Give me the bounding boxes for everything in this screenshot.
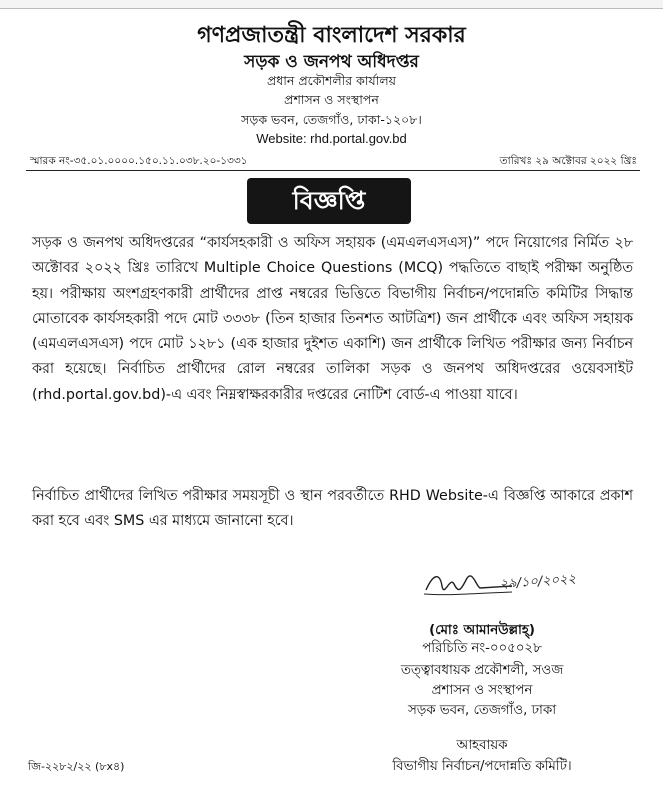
notice-title-banner: বিজ্ঞপ্তি [247, 178, 411, 224]
signatory-role: আহবায়ক [456, 738, 508, 753]
signature-date: ২৯/১০/২০২২ [499, 571, 577, 592]
signatory-id: পরিচিতি নং-০০৫০২৮ [422, 641, 542, 656]
committee-name: বিভাগীয় নির্বাচন/পদোন্নতি কমিটি। [392, 759, 572, 774]
office-line: প্রধান প্রকৌশলীর কার্যালয় [266, 73, 397, 88]
signatory-designation: তত্ত্বাবধায়ক প্রকৌশলী, সওজ [400, 663, 564, 678]
address-line: সড়ক ভবন, তেজগাঁও, ঢাকা-১২০৮। [241, 112, 422, 127]
divider [26, 170, 640, 171]
website-line: Website: rhd.portal.gov.bd [256, 131, 407, 146]
signatory-name: (মোঃ আমানউল্লাহ্) [429, 623, 535, 638]
handwritten-signature [420, 566, 585, 608]
signatory-section: প্রশাসন ও সংস্থাপন [431, 683, 533, 698]
memo-number: স্মারক নং-৩৫.০১.০০০০.১৫০.১১.০৩৮.২০-১৩৩১ [30, 155, 248, 167]
body-paragraph-1: সড়ক ও জনপথ অধিদপ্তরের “কার্যসহকারী ও অফিস সহায়ক (এমএলএসএস)” পদে নিয়োগের নির্মিত ২৮ অক্টোবর ২০২২ খ্রিঃ তারিখে Multiple Choice Questions (MCQ) পদ্ধতিতে বাছাই পরীক্ষা অনুষ্ঠিত হয়। পরীক্ষায় অংশগ্রহণকারী প্রার্থীদের প্রাপ্ত নম্বরের ভিত্তিতে বিভাগীয় নির্বাচন/পদোন্নতি কমিটির সিদ্ধান্ত মোতাবেক কার্যসহকারী পদে মোট ৩৩৩৮ (তিন হাজার তিনশত আটত্রিশ) জন প্রার্থীকে এবং অফিস সহায়ক (এমএলএসএস) পদে মোট ১২৮১ (এক হাজার দুইশত একাশি) জন প্রার্থীকে লিখিত পরীক্ষার জন্য নির্বাচন করা হয়েছে। নির্বাচিত প্রার্থীদের রোল নম্বরের তালিকা সড়ক ও জনপথ অধিদপ্তরের ওয়েবসাইট (rhd.portal.gov.bd)-এ এবং নিম্নস্বাক্ষরকারীর দপ্তরের নোটিশ বোর্ড-এ পাওয়া যাবে। [32, 235, 633, 403]
notice-date: তারিখঃ ২৯ অক্টোবর ২০২২ খ্রিঃ [499, 155, 637, 167]
department-title: সড়ক ও জনপথ অধিদপ্তর [244, 52, 419, 72]
footer-code: জি-২২৮২/২২ (৮x৪) [28, 760, 125, 773]
top-crop-strip [0, 0, 663, 9]
body-paragraph-2: নির্বাচিত প্রার্থীদের লিখিত পরীক্ষার সময়সূচী ও স্থান পরবর্তীতে RHD Website-এ বিজ্ঞপ্তি আকারে প্রকাশ করা হবে এবং SMS এর মাধ্যমে জানানো হবে। [32, 488, 633, 530]
government-title: গণপ্রজাতন্ত্রী বাংলাদেশ সরকার [197, 23, 466, 48]
section-line: প্রশাসন ও সংস্থাপন [284, 92, 379, 107]
signatory-address: সড়ক ভবন, তেজগাঁও, ঢাকা [407, 703, 557, 718]
